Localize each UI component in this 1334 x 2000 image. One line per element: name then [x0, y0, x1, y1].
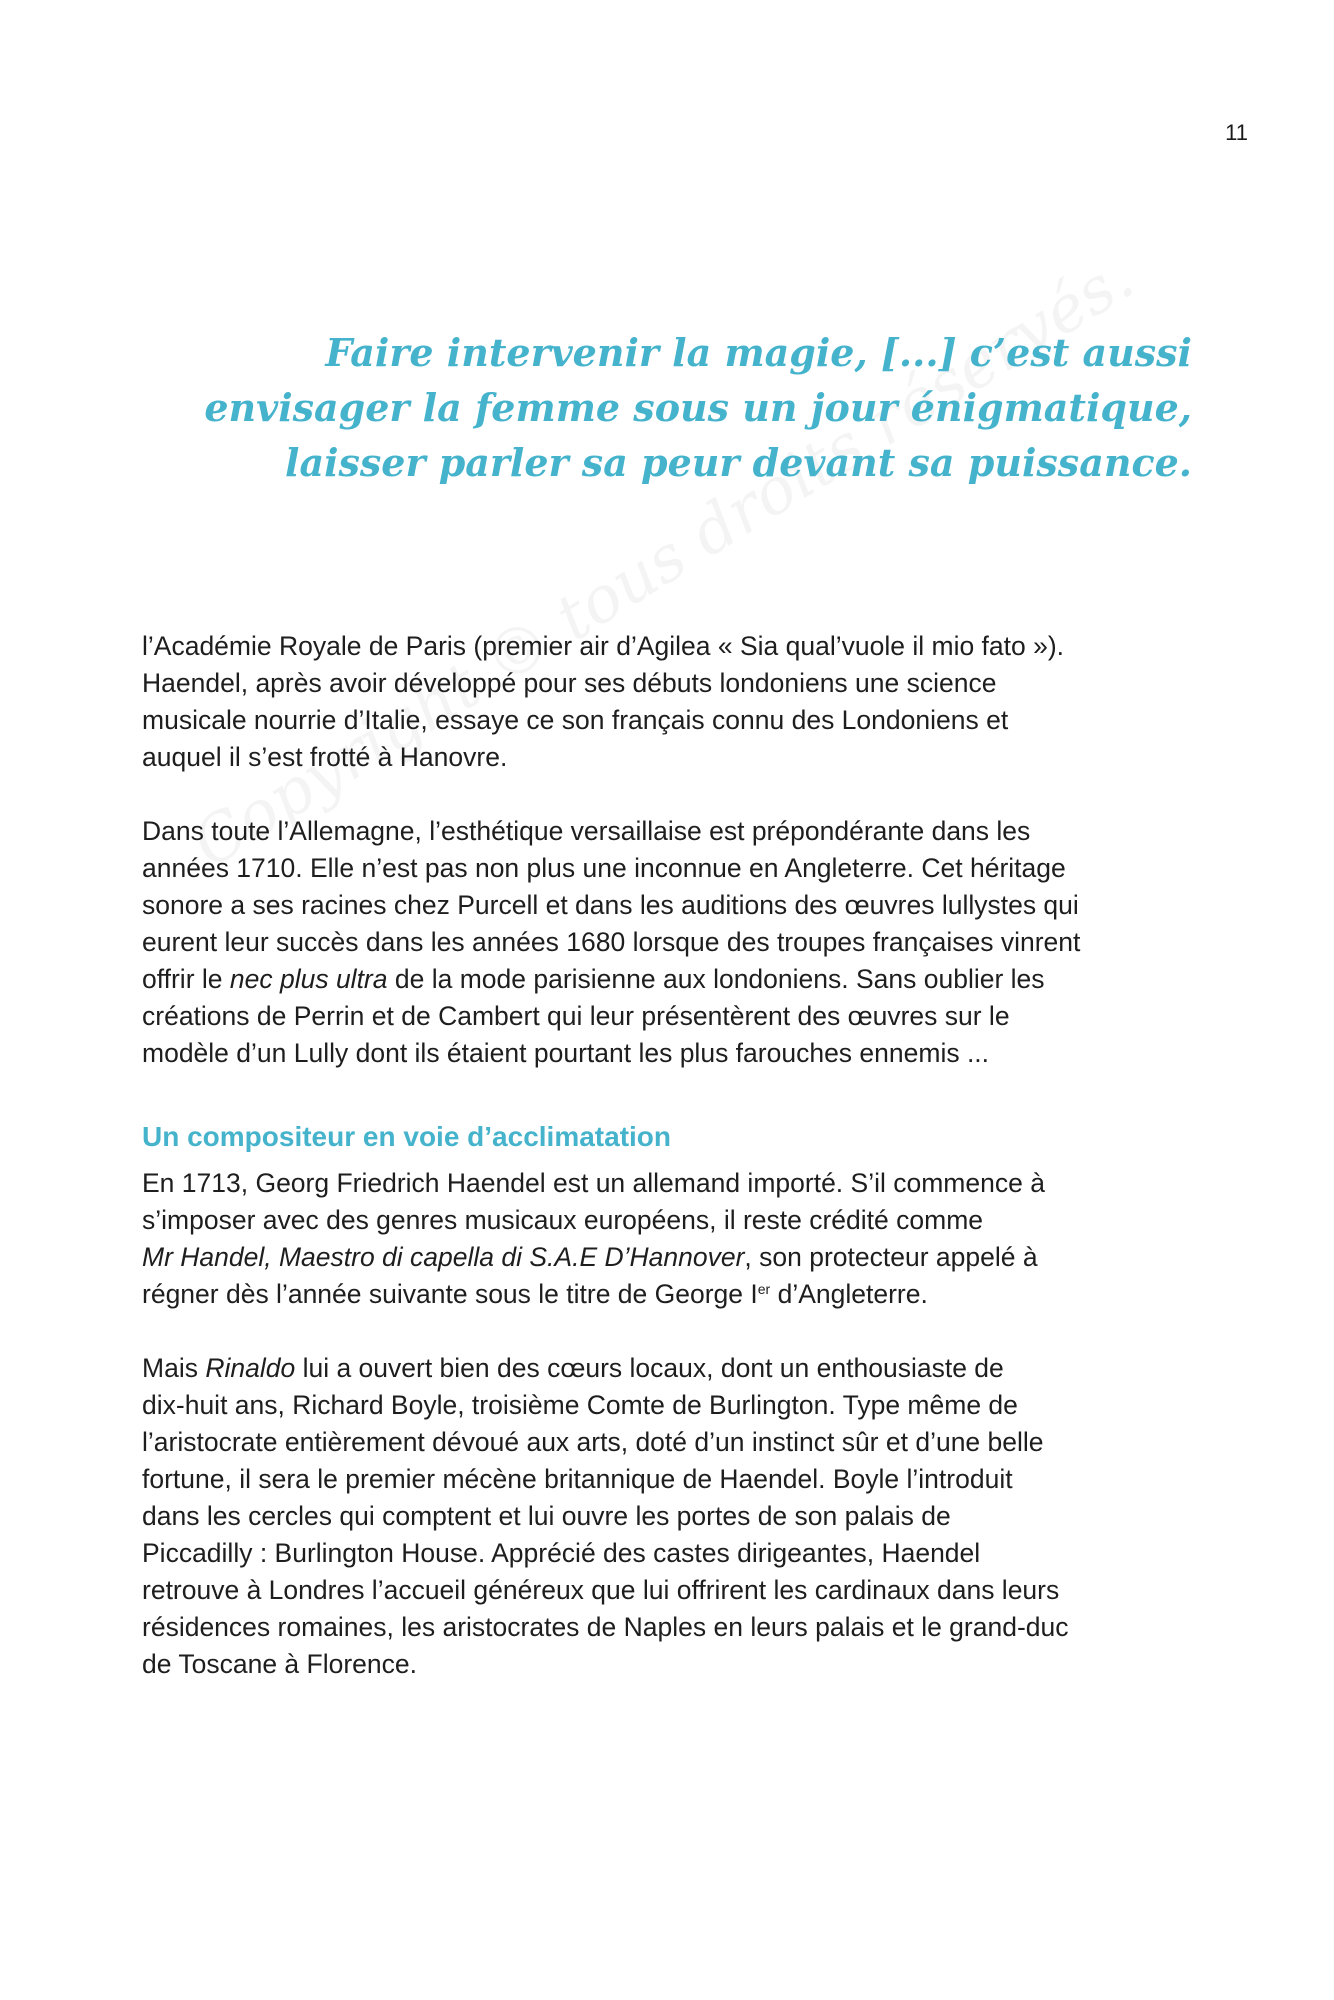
- text-line: dans les cercles qui comptent et lui ouvre les portes de son palais de: [142, 1501, 951, 1531]
- text-line: l’aristocrate entièrement dévoué aux arts, doté d’un instinct sûr et d’une belle: [142, 1427, 1044, 1457]
- paragraph: [142, 628, 1192, 776]
- text-line: de Toscane à Florence.: [142, 1649, 417, 1679]
- text-line: années 1710. Elle n’est pas non plus une inconnue en Angleterre. Cet héritage: [142, 853, 1066, 883]
- text-line: créations de Perrin et de Cambert qui leur présentèrent des œuvres sur le: [142, 1001, 1010, 1031]
- text-run: de la mode parisienne aux londoniens. Sans oublier les: [387, 964, 1045, 994]
- text-run: offrir le: [142, 964, 230, 994]
- text-line: [142, 961, 1192, 998]
- pull-quote-line: Faire intervenir la magie, [...] c’est aussi: [325, 330, 1192, 375]
- text-line: modèle d’un Lully dont ils étaient pourtant les plus farouches ennemis ...: [142, 1038, 990, 1068]
- paragraph: [142, 1350, 1192, 1683]
- text-line: Haendel, après avoir développé pour ses débuts londoniens une science: [142, 668, 997, 698]
- text-line: [142, 1239, 1192, 1276]
- text-run: , son protecteur appelé à: [744, 1242, 1038, 1272]
- pull-quote-line: laisser parler sa peur devant sa puissance.: [285, 440, 1192, 485]
- text-line: En 1713, Georg Friedrich Haendel est un allemand importé. S’il commence à: [142, 1168, 1045, 1198]
- text-line: l’Académie Royale de Paris (premier air d’Agilea « Sia qual’vuole il mio fato »).: [142, 631, 1065, 661]
- text-line: musicale nourrie d’Italie, essaye ce son français connu des Londoniens et: [142, 705, 1009, 735]
- italic-phrase: nec plus ultra: [229, 964, 388, 994]
- pull-quote-line: envisager la femme sous un jour énigmatique,: [204, 385, 1192, 430]
- text-line: retrouve à Londres l’accueil généreux que lui offrirent les cardinaux dans leurs: [142, 1575, 1060, 1605]
- text-line: s’imposer avec des genres musicaux européens, il reste crédité comme: [142, 1205, 984, 1235]
- text-line: [142, 1276, 1192, 1313]
- text-run: lui a ouvert bien des cœurs locaux, dont un enthousiaste de: [295, 1353, 1004, 1383]
- text-line: eurent leur succès dans les années 1680 lorsque des troupes françaises vinrent: [142, 927, 1081, 957]
- italic-phrase: Mr Handel, Maestro di capella di S.A.E D’Hannover: [142, 1242, 745, 1272]
- paragraph: [142, 1165, 1192, 1313]
- text-line: résidences romaines, les aristocrates de Naples en leurs palais et le grand-duc: [142, 1612, 1069, 1642]
- paragraph: [142, 813, 1192, 1072]
- text-line: auquel il s’est frotté à Hanovre.: [142, 742, 508, 772]
- text-line: Dans toute l’Allemagne, l’esthétique versaillaise est prépondérante dans les: [142, 816, 1031, 846]
- pull-quote: [150, 325, 1192, 490]
- text-run: Mais: [142, 1353, 206, 1383]
- text-run: d’Angleterre.: [770, 1279, 928, 1309]
- text-line: fortune, il sera le premier mécène britannique de Haendel. Boyle l’introduit: [142, 1464, 1013, 1494]
- body-text: [142, 628, 1192, 1720]
- italic-phrase: Rinaldo: [205, 1353, 296, 1383]
- text-line: [142, 1350, 1192, 1387]
- text-line: Piccadilly : Burlington House. Apprécié des castes dirigeantes, Haendel: [142, 1538, 981, 1568]
- page-number: 11: [1225, 120, 1248, 145]
- section-heading: Un compositeur en voie d’acclimatation: [142, 1121, 672, 1152]
- text-run: régner dès l’année suivante sous le titre de George I: [142, 1279, 758, 1309]
- superscript: er: [757, 1281, 771, 1297]
- text-line: dix-huit ans, Richard Boyle, troisième Comte de Burlington. Type même de: [142, 1390, 1018, 1420]
- text-line: sonore a ses racines chez Purcell et dans les auditions des œuvres lullystes qui: [142, 890, 1079, 920]
